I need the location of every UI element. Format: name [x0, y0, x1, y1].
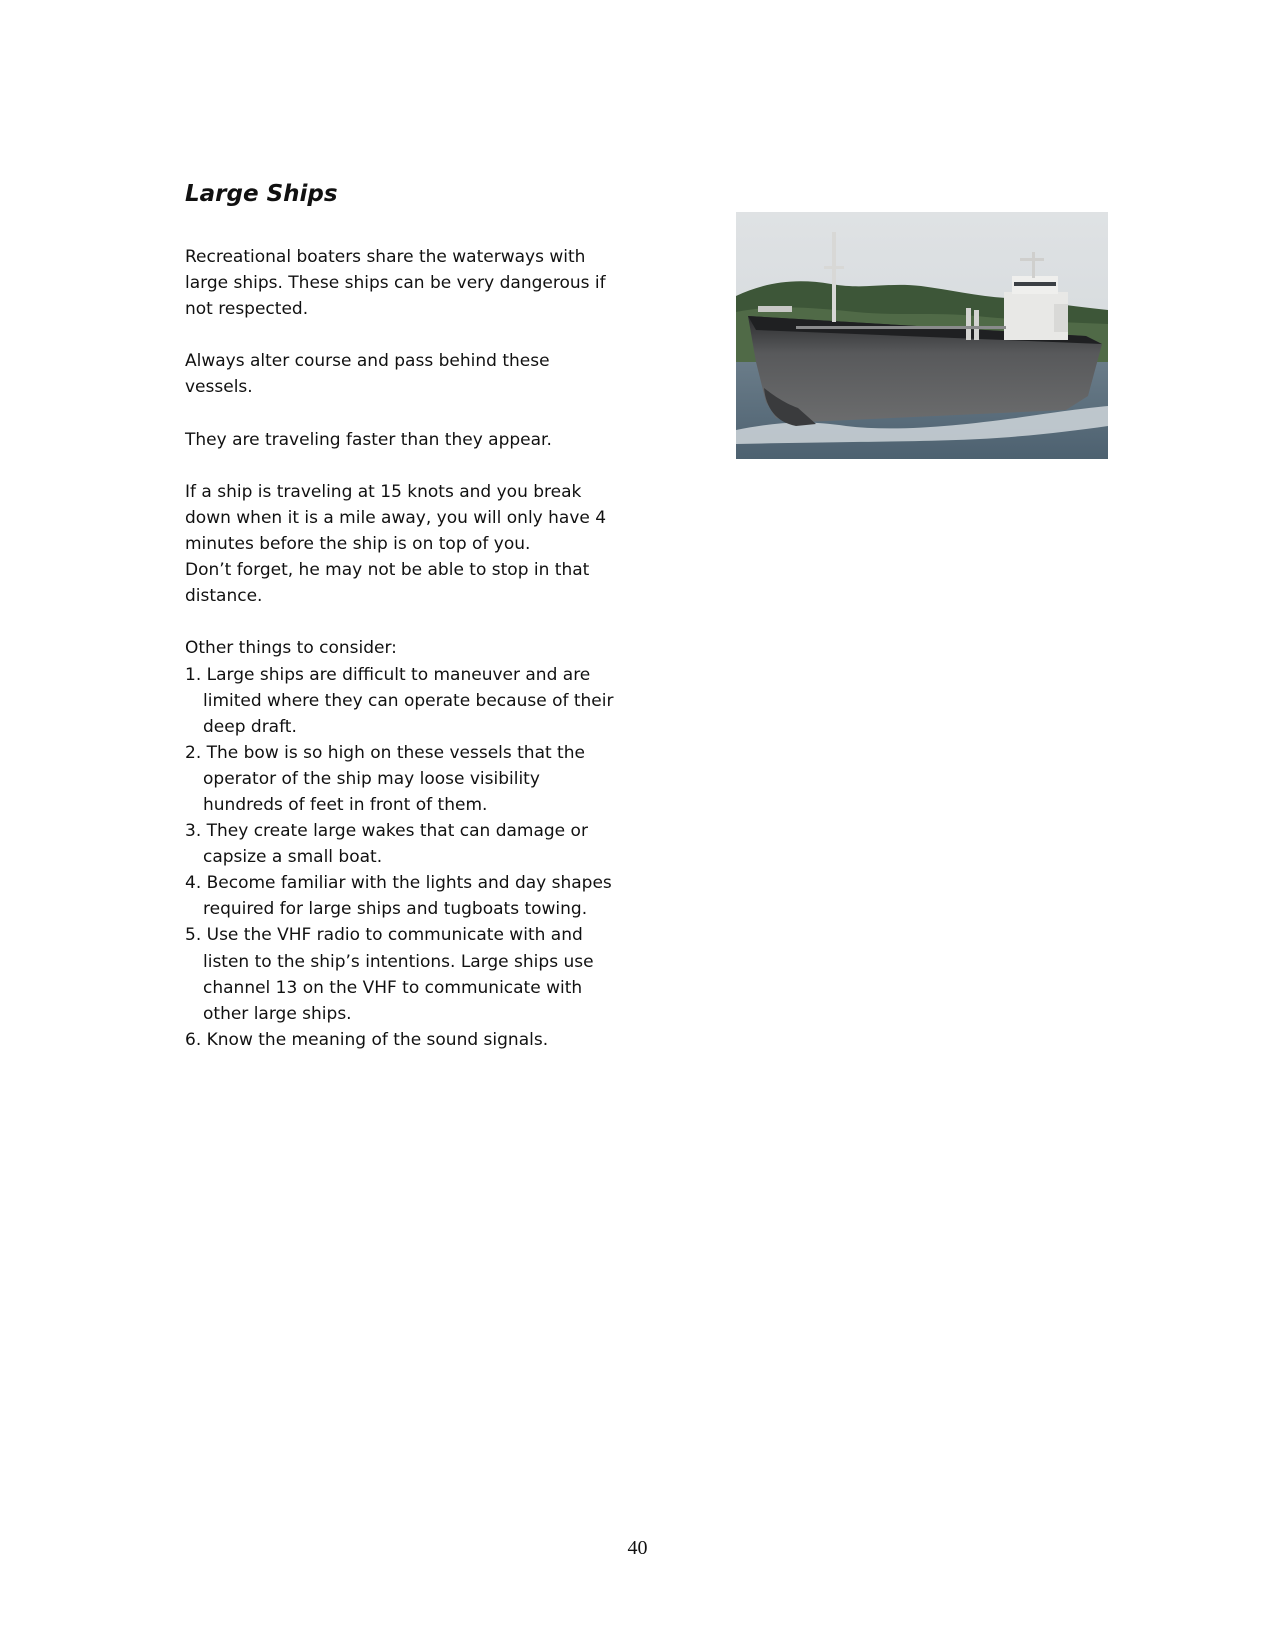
fore-mast — [832, 232, 836, 322]
deck-line — [796, 326, 1006, 329]
ship-photo — [736, 212, 1108, 459]
paragraph-breakdown: If a ship is traveling at 15 knots and you break down when it is a mile away, you will only have 4 minutes before the ship is on top of you. — [185, 481, 607, 555]
list-item: 1. Large ships are difficult to maneuver and are limited where they can operate because of their deep draft. — [185, 664, 614, 737]
list-item: 6. Know the meaning of the sound signals. — [185, 1029, 549, 1050]
body-text — [185, 244, 615, 1053]
bow-rail — [758, 306, 792, 312]
list-item: 2. The bow is so high on these vessels that the operator of the ship may loose visibility hundreds of feet in front of them. — [185, 742, 585, 815]
paragraph-alter-course: Always alter course and pass behind these vessels. — [185, 351, 550, 398]
radar-mast — [1032, 252, 1035, 278]
paragraph-intro: Recreational boaters share the waterways with large ships. These ships can be very dangerous if not respected. — [185, 247, 606, 320]
page-number: 40 — [627, 1537, 648, 1559]
bridge-windows — [1014, 282, 1056, 286]
king-post-2 — [974, 310, 979, 340]
fore-mast-crossbar — [824, 266, 844, 269]
list-intro: Other things to consider: — [185, 638, 397, 659]
list-item: 3. They create large wakes that can damage or capsize a small boat. — [185, 821, 588, 868]
king-post-1 — [966, 308, 971, 340]
funnel — [1054, 304, 1068, 332]
considerations-list — [185, 662, 615, 1053]
list-item: 4. Become familiar with the lights and day shapes required for large ships and tugboats towing. — [185, 873, 612, 920]
list-item: 5. Use the VHF radio to communicate with and listen to the ship’s intentions. Large ships use channel 13 on the VHF to communicate with other large ships. — [185, 925, 594, 1024]
paragraph-stopping: Don’t forget, he may not be able to stop in that distance. — [185, 560, 590, 607]
radar-bar — [1020, 258, 1044, 261]
paragraph-speed: They are traveling faster than they appear. — [185, 429, 552, 450]
page-title: Large Ships — [185, 181, 338, 207]
